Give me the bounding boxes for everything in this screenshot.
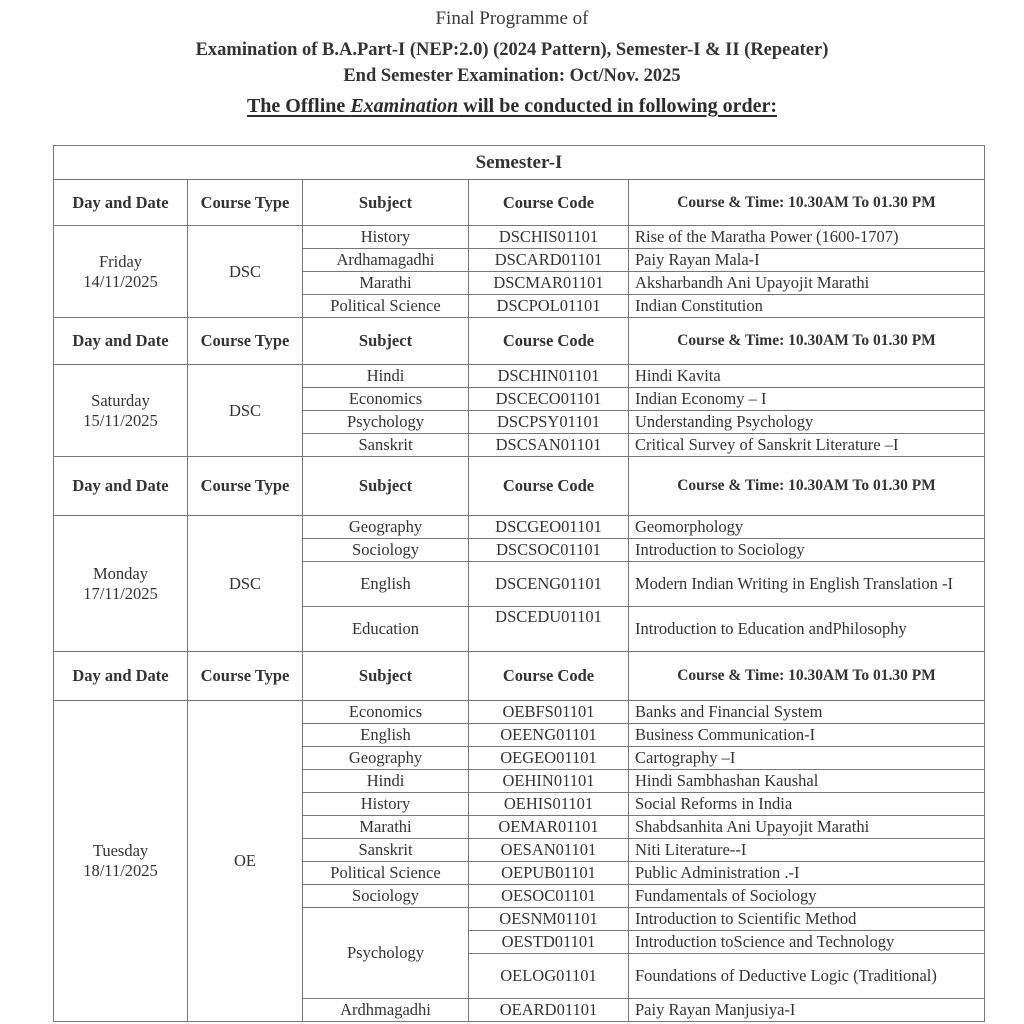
exam-date: 14/11/2025 (83, 271, 158, 291)
subject-cell: Psychology (303, 411, 469, 434)
course-code-cell: DSCSAN01101 (469, 434, 629, 457)
course-name-cell: Banks and Financial System (629, 701, 985, 724)
semester-heading: Semester-I (54, 146, 985, 180)
header-course-time: Course & Time: 10.30AM To 01.30 PM (629, 180, 985, 226)
course-code-cell: OESAN01101 (469, 839, 629, 862)
day-date-cell (54, 226, 188, 318)
course-code-cell: DSCECO01101 (469, 388, 629, 411)
column-header-row (54, 318, 985, 365)
subject-cell: Marathi (303, 272, 469, 295)
header-day-date: Day and Date (54, 180, 188, 226)
course-type-cell: OE (188, 701, 303, 1022)
course-name-cell: Hindi Sambhashan Kaushal (629, 770, 985, 793)
course-code-cell: OEPUB01101 (469, 862, 629, 885)
header-course-time: Course & Time: 10.30AM To 01.30 PM (629, 652, 985, 701)
subject-cell: History (303, 793, 469, 816)
document-subtitle: Final Programme of (435, 8, 589, 29)
header-day-date: Day and Date (54, 652, 188, 701)
subject-cell: Ardhmagadhi (303, 999, 469, 1022)
header-subject: Subject (303, 180, 469, 226)
course-name-cell: Introduction toScience and Technology (629, 931, 985, 954)
subject-cell: Political Science (303, 862, 469, 885)
subject-cell: Ardhamagadhi (303, 249, 469, 272)
header-course-type: Course Type (188, 652, 303, 701)
order-prefix: The Offline (246, 95, 351, 117)
course-code-cell: OEARD01101 (469, 999, 629, 1022)
exam-date: 15/11/2025 (83, 410, 158, 430)
course-code-cell: OESNM01101 (469, 908, 629, 931)
order-note (0, 95, 1024, 118)
subject-cell: English (303, 724, 469, 747)
course-code-cell: DSCPOL01101 (469, 295, 629, 318)
document-title: Examination of B.A.Part-I (NEP:2.0) (2024 Pattern), Semester-I & II (Repeater) (195, 40, 829, 60)
subject-cell: Economics (303, 388, 469, 411)
header-course-code: Course Code (469, 652, 629, 701)
order-suffix: will be conducted in following order: (458, 95, 778, 117)
table-row (54, 226, 985, 249)
day-date-cell (54, 701, 188, 1022)
day-name: Tuesday (92, 841, 149, 860)
course-code-cell: OESOC01101 (469, 885, 629, 908)
course-name-cell: Geomorphology (629, 516, 985, 539)
table-row (54, 365, 985, 388)
subject-cell: Hindi (303, 365, 469, 388)
subject-cell: Sociology (303, 539, 469, 562)
header-course-type: Course Type (188, 180, 303, 226)
header-subject: Subject (303, 318, 469, 365)
course-name-cell: Hindi Kavita (629, 365, 985, 388)
course-code-cell: OEBFS01101 (469, 701, 629, 724)
course-code-cell: OESTD01101 (469, 931, 629, 954)
header-course-type: Course Type (188, 318, 303, 365)
subject-cell: Economics (303, 701, 469, 724)
course-code-cell: DSCGEO01101 (469, 516, 629, 539)
day-name: Monday (93, 563, 148, 583)
day-date-cell (54, 365, 188, 457)
header-course-code: Course Code (469, 318, 629, 365)
day-name: Friday (98, 251, 143, 271)
course-name-cell: Foundations of Deductive Logic (Traditional) (629, 954, 985, 999)
course-type-cell: DSC (188, 365, 303, 457)
header-subject: Subject (303, 652, 469, 701)
course-name-cell: Introduction to Scientific Method (629, 908, 985, 931)
table-row (54, 516, 985, 539)
course-code-cell: DSCHIN01101 (469, 365, 629, 388)
subject-cell: Geography (303, 516, 469, 539)
course-name-cell: Paiy Rayan Mala-I (629, 249, 985, 272)
subject-cell: History (303, 226, 469, 249)
course-name-cell: Indian Economy – I (629, 388, 985, 411)
exam-date: 17/11/2025 (83, 583, 158, 603)
subject-cell: Hindi (303, 770, 469, 793)
subject-cell: Psychology (303, 908, 469, 999)
course-code-cell: DSCPSY01101 (469, 411, 629, 434)
column-header-row (54, 180, 985, 226)
course-code-cell: DSCHIS01101 (469, 226, 629, 249)
course-name-cell: Rise of the Maratha Power (1600-1707) (629, 226, 985, 249)
subject-cell: Sanskrit (303, 839, 469, 862)
header-course-code: Course Code (469, 457, 629, 516)
course-name-cell: Critical Survey of Sanskrit Literature –I (629, 434, 985, 457)
header-day-date: Day and Date (54, 457, 188, 516)
exam-schedule-table (53, 145, 985, 1022)
course-type-cell: DSC (188, 516, 303, 652)
course-name-cell: Niti Literature--I (629, 839, 985, 862)
subject-cell: Political Science (303, 295, 469, 318)
header-course-type: Course Type (188, 457, 303, 516)
course-name-cell: Introduction to Sociology (629, 539, 985, 562)
course-name-cell: Indian Constitution (629, 295, 985, 318)
course-code-cell: OEHIS01101 (469, 793, 629, 816)
order-italic: Examination (350, 95, 459, 117)
subject-cell: Sociology (303, 885, 469, 908)
course-name-cell: Paiy Rayan Manjusiya-I (629, 999, 985, 1022)
day-date-cell (54, 516, 188, 652)
column-header-row (54, 457, 985, 516)
header-course-time: Course & Time: 10.30AM To 01.30 PM (629, 457, 985, 516)
course-name-cell: Shabdsanhita Ani Upayojit Marathi (629, 816, 985, 839)
course-name-cell: Business Communication-I (629, 724, 985, 747)
course-code-cell: DSCENG01101 (469, 562, 629, 607)
column-header-row (54, 652, 985, 701)
header-subject: Subject (303, 457, 469, 516)
course-name-cell: Introduction to Education andPhilosophy (629, 607, 985, 652)
course-name-cell: Cartography –I (629, 747, 985, 770)
course-name-cell: Modern Indian Writing in English Translation -I (629, 562, 985, 607)
course-code-cell: OEMAR01101 (469, 816, 629, 839)
course-name-cell: Aksharbandh Ani Upayojit Marathi (629, 272, 985, 295)
course-code-cell: DSCMAR01101 (469, 272, 629, 295)
course-name-cell: Fundamentals of Sociology (629, 885, 985, 908)
course-name-cell: Social Reforms in India (629, 793, 985, 816)
subject-cell: Education (303, 607, 469, 652)
exam-session: End Semester Examination: Oct/Nov. 2025 (343, 66, 681, 86)
course-code-cell: OEGEO01101 (469, 747, 629, 770)
course-code-cell: OELOG01101 (469, 954, 629, 999)
header-course-code: Course Code (469, 180, 629, 226)
course-type-cell: DSC (188, 226, 303, 318)
subject-cell: Marathi (303, 816, 469, 839)
subject-cell: English (303, 562, 469, 607)
course-name-cell: Public Administration .-I (629, 862, 985, 885)
course-code-cell: OEENG01101 (469, 724, 629, 747)
course-code-cell: DSCARD01101 (469, 249, 629, 272)
course-code-cell: OEHIN01101 (469, 770, 629, 793)
course-code-cell: DSCEDU01101 (469, 607, 629, 652)
course-name-cell: Understanding Psychology (629, 411, 985, 434)
header-day-date: Day and Date (54, 318, 188, 365)
table-row (54, 701, 985, 724)
header-course-time: Course & Time: 10.30AM To 01.30 PM (629, 318, 985, 365)
subject-cell: Geography (303, 747, 469, 770)
course-code-cell: DSCSOC01101 (469, 539, 629, 562)
subject-cell: Sanskrit (303, 434, 469, 457)
day-name: Saturday (91, 390, 150, 410)
exam-date: 18/11/2025 (83, 861, 158, 880)
